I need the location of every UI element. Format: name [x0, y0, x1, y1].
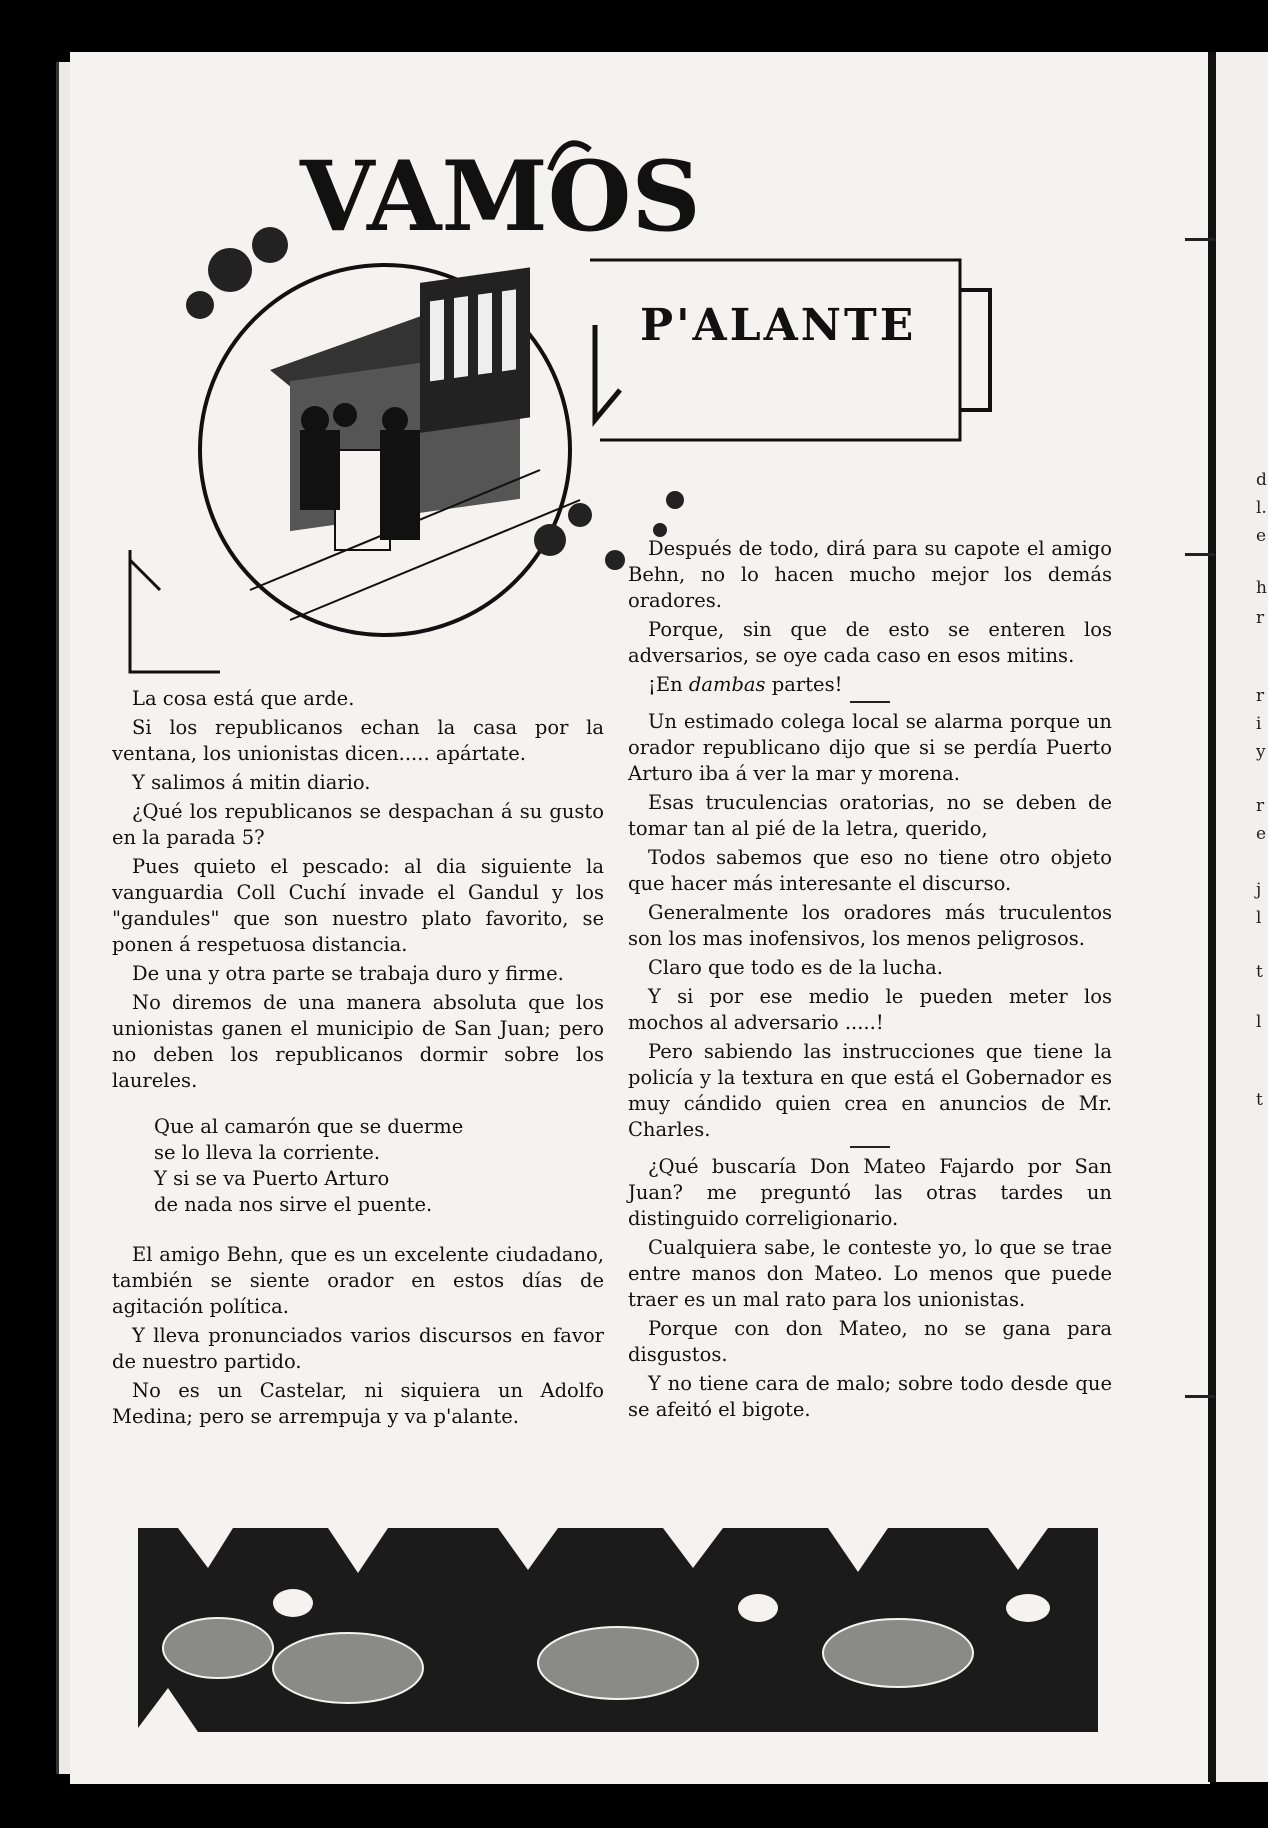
ducks-border-illustration [138, 1528, 1098, 1732]
paragraph: Y lleva pronunciados varios discursos en favor de nuestro partido. [112, 1324, 604, 1373]
paragraph: Si los republicanos echan la casa por la ventana, los unionistas dicen..... apártate. [112, 716, 604, 765]
adjacent-text-fragment: e [1256, 824, 1267, 844]
text-run: partes! [771, 673, 843, 696]
adjacent-text-fragment: d [1256, 470, 1267, 490]
adjacent-text-fragment: t [1256, 1090, 1263, 1110]
paragraph: ¿Qué los republicanos se despachan á su gusto en la parada 5? [112, 800, 604, 849]
adjacent-text-fragment: l [1256, 908, 1262, 928]
adjacent-text-fragment: y [1256, 742, 1266, 762]
paragraph: Y salimos á mitin diario. [132, 771, 371, 794]
verse-line: Y si se va Puerto Arturo [154, 1167, 390, 1190]
verse-line: se lo lleva la corriente. [154, 1141, 381, 1164]
adjacent-text-fragment: j [1256, 880, 1262, 900]
title-vamos: VAMOS [300, 140, 701, 253]
paragraph: Generalmente los oradores más truculentos son los mas inofensivos, los menos peligrosos. [628, 901, 1112, 950]
book-gutter [1208, 52, 1216, 1782]
gutter-mark [1185, 553, 1215, 556]
adjacent-text-fragment: r [1256, 686, 1265, 706]
gutter-mark [1185, 238, 1215, 241]
adjacent-text-fragment: e [1256, 526, 1267, 546]
text-run: ¡En [648, 673, 683, 696]
paragraph: No es un Castelar, ni siquiera un Adolfo Medina; pero se arrempuja y va p'alante. [112, 1379, 604, 1428]
verse-stanza [154, 1114, 604, 1218]
paragraph: Esas truculencias oratorias, no se deben de tomar tan al pié de la letra, querido, [628, 791, 1112, 840]
adjacent-text-fragment: l [1256, 1012, 1262, 1032]
section-divider [850, 701, 890, 703]
paragraph [628, 672, 1112, 698]
verse-line: Que al camarón que se duerme [154, 1115, 464, 1138]
adjacent-text-fragment: l. [1256, 498, 1267, 518]
verse-line: de nada nos sirve el puente. [154, 1193, 433, 1216]
paragraph: ¿Qué buscaría Don Mateo Fajardo por San Juan? me preguntó las otras tardes un distinguido correligionario. [628, 1155, 1112, 1230]
paragraph: Todos sabemos que eso no tiene otro objeto que hacer más interesante el discurso. [628, 846, 1112, 895]
adjacent-text-fragment: t [1256, 962, 1263, 982]
paragraph: El amigo Behn, que es un excelente ciudadano, también se siente orador en estos días de agitación política. [112, 1243, 604, 1318]
paragraph: Porque, sin que de esto se enteren los adversarios, se oye cada caso en esos mitins. [628, 618, 1112, 667]
paragraph: Pero sabiendo las instrucciones que tiene la policía y la textura en que está el Gobernador es muy cándido quien crea en anuncios de Mr. Charles. [628, 1040, 1112, 1141]
italic-word: dambas [688, 673, 766, 696]
paragraph: Claro que todo es de la lucha. [648, 956, 943, 979]
paragraph: Y no tiene cara de malo; sobre todo desde que se afeitó el bigote. [628, 1372, 1112, 1421]
paragraph: Pues quieto el pescado: al dia siguiente la vanguardia Coll Cuchí invade el Gandul y los "gandules" que son nuestro plato favorito, se ponen á respetuosa distancia. [112, 855, 604, 956]
right-column [628, 536, 1112, 1426]
paragraph: De una y otra parte se trabaja duro y firme. [132, 962, 564, 985]
paragraph: Y si por ese medio le pueden meter los mochos al adversario .....! [628, 985, 1112, 1034]
section-divider [850, 1146, 890, 1148]
left-column [112, 686, 604, 1433]
adjacent-text-fragment: r [1256, 608, 1265, 628]
gutter-mark [1185, 1395, 1215, 1398]
paragraph: Un estimado colega local se alarma porque un orador republicano dijo que si se perdía Puerto Arturo iba á ver la mar y morena. [628, 710, 1112, 785]
adjacent-text-fragment: h [1256, 578, 1267, 598]
paragraph: Porque con don Mateo, no se gana para disgustos. [628, 1317, 1112, 1366]
paragraph: No diremos de una manera absoluta que los unionistas ganen el municipio de San Juan; pero no deben los republicanos dormir sobre los laureles. [112, 991, 604, 1092]
adjacent-text-fragment: i [1256, 714, 1262, 734]
paragraph: Cualquiera sabe, le conteste yo, lo que se trae entre manos don Mateo. Lo menos que puede traer es un mal rato para los unionistas. [628, 1236, 1112, 1311]
paragraph: La cosa está que arde. [132, 687, 355, 710]
paragraph: Después de todo, dirá para su capote el amigo Behn, no lo hacen mucho mejor los demás oradores. [628, 537, 1112, 612]
title-palante: P'ALANTE [640, 300, 917, 351]
adjacent-text-fragment: r [1256, 796, 1265, 816]
